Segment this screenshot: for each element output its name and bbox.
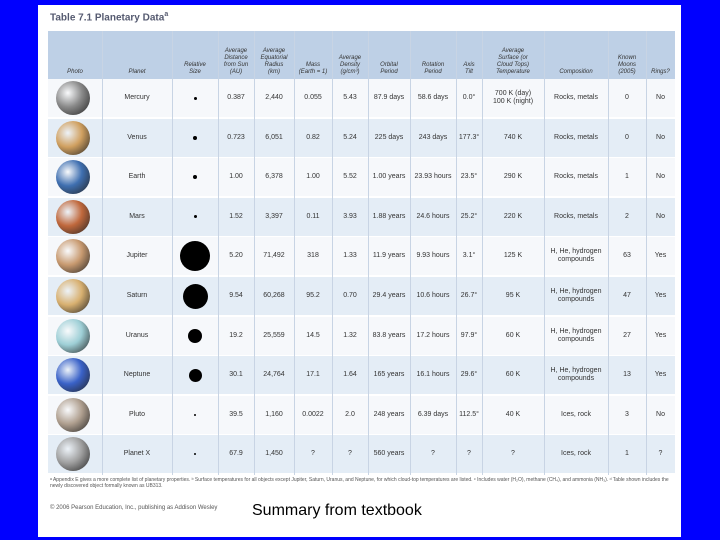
planet-photo: [56, 319, 90, 353]
cell-temp: 40 K: [505, 410, 521, 418]
relative-size-dot: [188, 329, 202, 343]
cell-tilt: 177.3°: [458, 133, 480, 141]
cell-density: 2.0: [345, 410, 355, 418]
relative-size-dot: [194, 97, 197, 100]
cell-radius: 1,450: [265, 450, 283, 458]
cell-rotation: 58.6 days: [417, 94, 449, 101]
planet-photo: [56, 279, 90, 313]
column-divider: [410, 31, 411, 475]
cell-temp: 290 K: [503, 173, 523, 181]
cell-tilt: ?: [467, 450, 471, 458]
column-divider: [332, 31, 333, 475]
cell-moons: 3: [625, 410, 629, 418]
cell-temp: 740 K: [503, 133, 523, 141]
cell-temp: 125 K: [503, 252, 523, 260]
cell-rings: No: [656, 212, 665, 220]
cell-temp: 700 K (day) 100 K (night): [492, 90, 534, 105]
cell-distance: 5.20: [229, 252, 243, 260]
column-divider: [608, 31, 609, 475]
column-divider: [368, 31, 369, 475]
table-row: [48, 317, 675, 355]
cell-composition: H, He, hydrogen compounds: [550, 327, 602, 343]
relative-size-dot: [193, 136, 197, 140]
cell-mass: 0.82: [306, 133, 320, 141]
table-row: [48, 79, 675, 117]
cell-moons: 13: [623, 371, 631, 379]
cell-rings: No: [656, 133, 665, 141]
table-row: [48, 356, 675, 394]
column-divider: [172, 31, 173, 475]
cell-rings: No: [656, 173, 665, 181]
cell-mass: 0.055: [304, 94, 322, 101]
cell-mass: 1.00: [306, 173, 320, 181]
cell-mass: 14.5: [306, 331, 320, 339]
cell-mass: 17.1: [306, 371, 320, 379]
cell-orbital: 560 years: [373, 450, 405, 458]
cell-rings: No: [656, 410, 665, 418]
cell-composition: H, He, hydrogen compounds: [550, 288, 602, 303]
cell-moons: 27: [623, 331, 631, 339]
cell-density: 5.24: [343, 133, 357, 141]
cell-rings: Yes: [654, 292, 667, 299]
cell-planet: Uranus: [125, 331, 149, 339]
cell-density: 5.52: [343, 173, 357, 181]
relative-size-dot: [194, 414, 196, 416]
cell-planet: Pluto: [129, 410, 145, 418]
cell-orbital: 1.00 years: [372, 173, 406, 181]
cell-rotation: 23.93 hours: [414, 173, 452, 181]
cell-tilt: 26.7°: [460, 292, 478, 299]
header-composition: Composition: [559, 69, 593, 75]
table-row: [48, 119, 675, 157]
cell-orbital: 11.9 years: [372, 252, 406, 260]
cell-density: 1.33: [343, 252, 357, 260]
relative-size-dot: [189, 369, 202, 382]
copyright-line: © 2006 Pearson Education, Inc., publishing as Addison Wesley: [50, 505, 218, 511]
cell-density: 5.43: [343, 94, 357, 101]
cell-orbital: 248 years: [373, 410, 405, 418]
header-density: Average Density (g/cm³): [338, 55, 362, 75]
column-divider: [646, 31, 647, 475]
cell-density: 1.32: [343, 331, 357, 339]
cell-planet: Saturn: [126, 292, 148, 299]
cell-mass: ?: [311, 450, 315, 458]
cell-planet: Venus: [127, 133, 147, 141]
cell-rotation: 6.39 days: [417, 410, 449, 418]
cell-orbital: 225 days: [374, 133, 404, 141]
cell-radius: 25,559: [263, 331, 285, 339]
cell-tilt: 25.2°: [460, 212, 478, 220]
cell-planet: Mars: [129, 212, 145, 220]
cell-planet: Jupiter: [126, 252, 148, 260]
relative-size-dot: [180, 241, 210, 271]
slide-caption: Summary from textbook: [252, 502, 422, 519]
cell-rotation: 243 days: [418, 133, 448, 141]
cell-rotation: 9.93 hours: [416, 252, 450, 260]
cell-moons: 63: [623, 252, 631, 260]
header-distance: Average Distance from Sun (AU): [223, 48, 249, 75]
relative-size-dot: [183, 284, 208, 309]
cell-composition: Ices, rock: [561, 450, 591, 458]
cell-radius: 2,440: [265, 94, 283, 101]
table-title: Table 7.1 Planetary Data$^a$: [50, 11, 169, 24]
cell-composition: H, He, hydrogen compounds: [550, 367, 602, 383]
planet-photo: [56, 81, 90, 115]
cell-temp: 220 K: [503, 212, 523, 220]
cell-mass: 0.11: [306, 212, 320, 220]
planet-photo: [56, 239, 90, 273]
cell-distance: 0.387: [227, 94, 245, 101]
cell-rings: ?: [658, 450, 663, 458]
cell-planet: Earth: [128, 173, 146, 181]
cell-composition: Rocks, metals: [554, 94, 598, 101]
cell-tilt: 0.0°: [462, 94, 476, 101]
cell-tilt: 29.6°: [460, 371, 478, 379]
cell-temp: 60 K: [505, 331, 521, 339]
cell-orbital: 165 years: [373, 371, 405, 379]
cell-distance: 1.00: [229, 173, 243, 181]
cell-distance: 1.52: [229, 212, 243, 220]
column-divider: [544, 31, 545, 475]
cell-density: 1.64: [343, 371, 357, 379]
cell-composition: Ices, rock: [561, 410, 591, 418]
cell-moons: 1: [625, 450, 629, 458]
cell-temp: ?: [511, 450, 515, 458]
relative-size-dot: [194, 215, 197, 218]
cell-mass: 318: [307, 252, 319, 260]
header-temp: Average Surface (or Cloud Tops) Temperature: [496, 48, 530, 75]
table-row: [48, 435, 675, 473]
cell-rotation: 10.6 hours: [416, 292, 450, 299]
cell-planet: Planet X: [123, 450, 151, 458]
cell-temp: 60 K: [505, 371, 521, 379]
cell-orbital: 29.4 years: [372, 292, 406, 299]
column-divider: [254, 31, 255, 475]
column-divider: [102, 31, 103, 475]
header-radius: Average Equatorial Radius (km): [260, 48, 288, 75]
cell-rings: Yes: [654, 252, 667, 260]
cell-density: 0.70: [343, 292, 357, 299]
header-tilt: Axis Tilt: [463, 62, 475, 75]
cell-distance: 67.9: [229, 450, 243, 458]
cell-orbital: 1.88 years: [372, 212, 406, 220]
table-row: [48, 396, 675, 434]
cell-tilt: 23.5°: [460, 173, 478, 181]
table-row: [48, 198, 675, 236]
header-planet: Planet: [128, 69, 146, 75]
cell-radius: 6,051: [265, 133, 283, 141]
column-divider: [294, 31, 295, 475]
cell-composition: Rocks, metals: [554, 133, 598, 141]
cell-composition: H, He, hydrogen compounds: [550, 248, 602, 264]
cell-radius: 60,268: [263, 292, 285, 299]
header-orbital: Orbital Period: [380, 62, 398, 75]
relative-size-dot: [194, 453, 196, 455]
header-size: Relative Size: [184, 62, 206, 75]
table-row: [48, 277, 675, 315]
header-photo: Photo: [67, 69, 83, 75]
cell-distance: 0.723: [227, 133, 245, 141]
cell-radius: 71,492: [263, 252, 285, 260]
cell-rings: Yes: [654, 331, 667, 339]
cell-rotation: 16.1 hours: [416, 371, 450, 379]
cell-temp: 95 K: [505, 292, 521, 299]
planet-photo: [56, 437, 90, 471]
cell-planet: Neptune: [123, 371, 151, 379]
cell-tilt: 97.9°: [460, 331, 478, 339]
column-divider: [482, 31, 483, 475]
table-row: [48, 158, 675, 196]
cell-orbital: 83.8 years: [372, 331, 406, 339]
cell-rings: Yes: [654, 371, 667, 379]
cell-moons: 2: [625, 212, 629, 220]
cell-moons: 1: [625, 173, 629, 181]
header-rotation: Rotation Period: [421, 62, 445, 75]
cell-composition: Rocks, metals: [554, 212, 598, 220]
cell-moons: 47: [623, 292, 631, 299]
table-footnote: ᵃ Appendix E gives a more complete list of planetary properties. ᵇ Surface temperatures for all objects except Jupiter, Saturn, Uranus, and Neptune, for which cloud-top temperatures are listed. ᶜ Includes water (H₂O), methane (CH₄), and ammonia (NH₃). ᵈ Table shown includes the newly discovered object formally known as UB313.: [50, 477, 669, 489]
cell-rings: No: [656, 94, 665, 101]
cell-tilt: 112.5°: [459, 410, 479, 418]
table-row: [48, 237, 675, 275]
cell-rotation: 24.6 hours: [416, 212, 450, 220]
cell-mass: 0.0022: [302, 410, 324, 418]
cell-composition: Rocks, metals: [554, 173, 598, 181]
cell-rotation: ?: [431, 450, 435, 458]
cell-density: 3.93: [343, 212, 357, 220]
cell-radius: 3,397: [265, 212, 283, 220]
cell-mass: 95.2: [306, 292, 320, 299]
cell-distance: 39.5: [229, 410, 243, 418]
planet-photo: [56, 200, 90, 234]
cell-radius: 1,160: [265, 410, 283, 418]
textbook-page: [38, 5, 681, 537]
cell-rotation: 17.2 hours: [416, 331, 450, 339]
header-moons: Known Moons (2005): [617, 55, 637, 75]
cell-distance: 30.1: [229, 371, 243, 379]
planet-photo: [56, 121, 90, 155]
column-divider: [218, 31, 219, 475]
header-mass: Mass (Earth = 1): [298, 62, 328, 75]
cell-moons: 0: [625, 94, 629, 101]
cell-radius: 6,378: [265, 173, 283, 181]
relative-size-dot: [193, 175, 197, 179]
header-rings: Rings?: [651, 69, 670, 75]
planet-photo: [56, 358, 90, 392]
cell-distance: 19.2: [229, 331, 243, 339]
cell-orbital: 87.9 days: [373, 94, 405, 101]
planet-photo: [56, 160, 90, 194]
cell-moons: 0: [625, 133, 629, 141]
cell-tilt: 3.1°: [462, 252, 476, 260]
cell-density: ?: [348, 450, 352, 458]
planet-photo: [56, 398, 90, 432]
cell-planet: Mercury: [124, 94, 150, 101]
table-header: [48, 31, 675, 79]
column-divider: [456, 31, 457, 475]
cell-distance: 9.54: [229, 292, 243, 299]
cell-radius: 24,764: [263, 371, 285, 379]
